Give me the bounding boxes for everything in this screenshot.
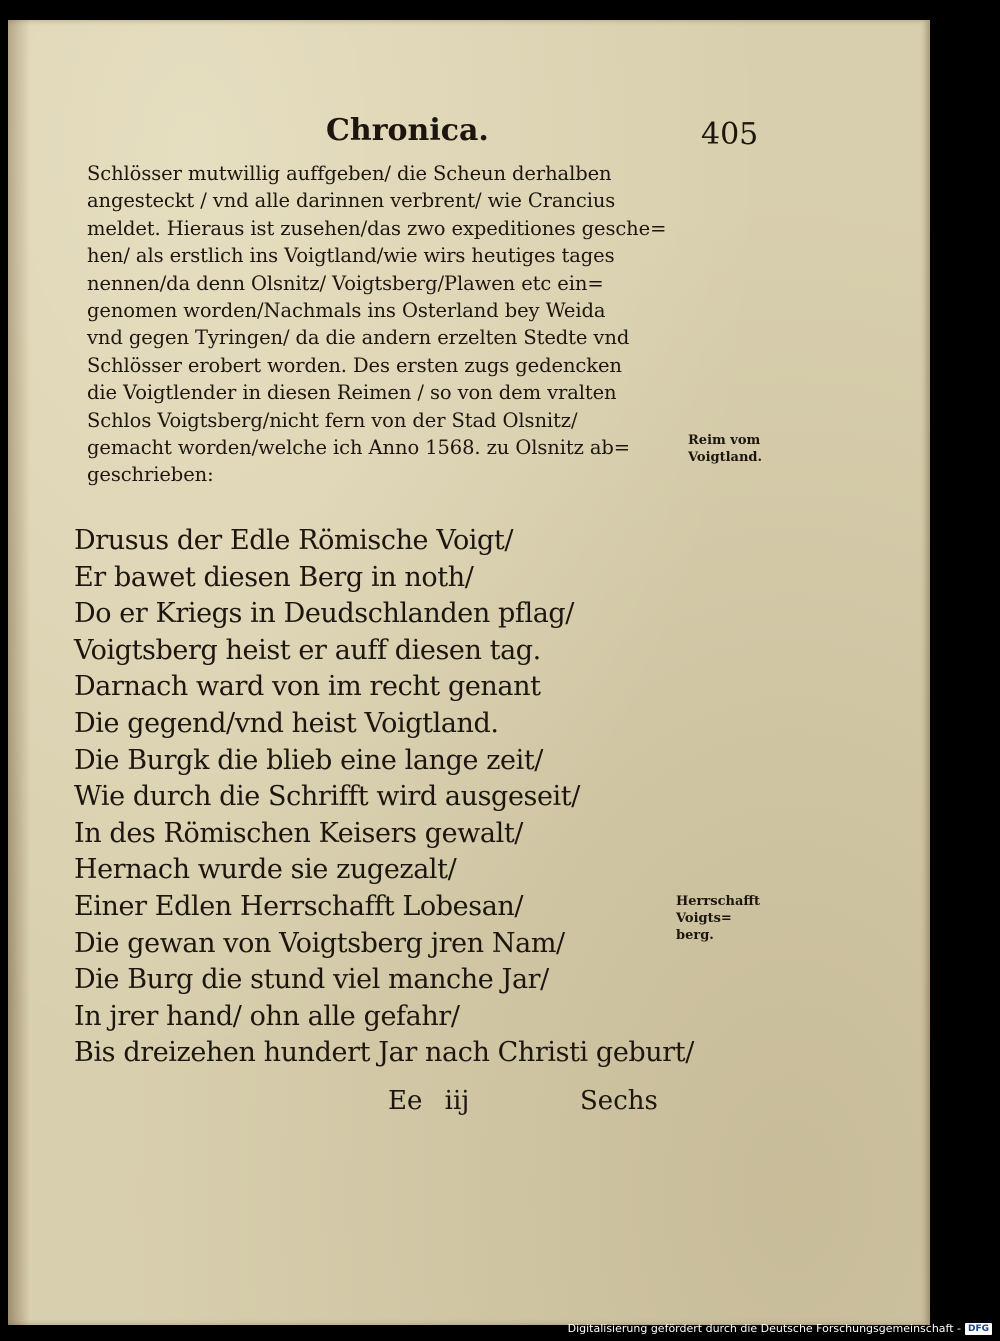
- prose-line: vnd gegen Tyringen/ da die andern erzelten Stedte vnd: [87, 326, 630, 350]
- prose-line: Schlos Voigtsberg/nicht fern von der Stad Olsnitz/: [87, 408, 578, 432]
- verse-line: Darnach ward von im recht genant: [74, 671, 541, 703]
- verse-line: Hernach wurde sie zugezalt/: [74, 854, 457, 886]
- prose-line: meldet. Hieraus ist zusehen/das zwo expeditiones gesche=: [87, 216, 667, 240]
- verse-line: Er bawet diesen Berg in noth/: [74, 561, 474, 593]
- verse-block: [74, 523, 694, 1072]
- prose-line: geschrieben:: [87, 463, 214, 487]
- verse-line: Wie durch die Schrifft wird ausgeseit/: [74, 781, 580, 813]
- verse-line: Die Burg die stund viel manche Jar/: [74, 964, 549, 996]
- prose-line: genomen worden/Nachmals ins Osterland bey Weida: [87, 298, 606, 322]
- dfg-logo-icon: DFG: [965, 1323, 992, 1335]
- prose-line: Schlösser erobert worden. Des ersten zugs gedencken: [87, 353, 622, 377]
- verse-line: Die gewan von Voigtsberg jren Nam/: [74, 927, 565, 959]
- catchword: Sechs: [580, 1086, 658, 1116]
- credit-text: Digitalisierung gefördert durch die Deutsche Forschungsgemeinschaft -: [567, 1322, 961, 1335]
- verse-line: Drusus der Edle Römische Voigt/: [74, 525, 514, 556]
- verse-line: Voigtsberg heist er auff diesen tag.: [74, 634, 541, 666]
- verse-line: Bis dreizehen hundert Jar nach Christi geburt/: [74, 1037, 694, 1069]
- signature-mark: Ee iij: [388, 1086, 470, 1116]
- verse-line: Einer Edlen Herrschafft Lobesan/: [74, 890, 524, 922]
- prose-line: hen/ als erstlich ins Voigtland/wie wirs heutiges tages: [87, 244, 615, 268]
- margin-gloss-reim: [688, 432, 762, 466]
- gloss-line: Voigts=: [676, 911, 732, 926]
- prose-line: angesteckt / vnd alle darinnen verbrent/ wie Crancius: [87, 189, 616, 213]
- verse-line: In des Römischen Keisers gewalt/: [74, 817, 523, 849]
- verse-line: Die gegend/vnd heist Voigtland.: [74, 707, 499, 739]
- running-head: Chronica.: [326, 113, 489, 148]
- verse-line: Die Burgk die blieb eine lange zeit/: [74, 744, 544, 776]
- verse-line: In jrer hand/ ohn alle gefahr/: [74, 1000, 460, 1032]
- prose-line: die Voigtlender in diesen Reimen / so von dem vralten: [87, 381, 617, 405]
- gloss-line: Voigtland.: [688, 450, 763, 465]
- prose-line: Schlösser mutwillig auffgeben/ die Scheun derhalben: [87, 162, 612, 185]
- gloss-line: Herrschafft: [676, 894, 761, 909]
- gloss-line: berg.: [676, 928, 714, 943]
- gloss-line: Reim vom: [688, 433, 761, 448]
- digitization-credit: [568, 1322, 992, 1335]
- margin-gloss-herrschafft: [676, 893, 760, 944]
- page-number: 405: [701, 117, 759, 152]
- verse-line: Do er Kriegs in Deudschlanden pflag/: [74, 598, 574, 630]
- prose-line: nennen/da denn Olsnitz/ Voigtsberg/Plawen etc ein=: [87, 271, 604, 295]
- prose-block: [87, 160, 666, 489]
- prose-line: gemacht worden/welche ich Anno 1568. zu Olsnitz ab=: [87, 435, 631, 459]
- book-page: [8, 20, 930, 1325]
